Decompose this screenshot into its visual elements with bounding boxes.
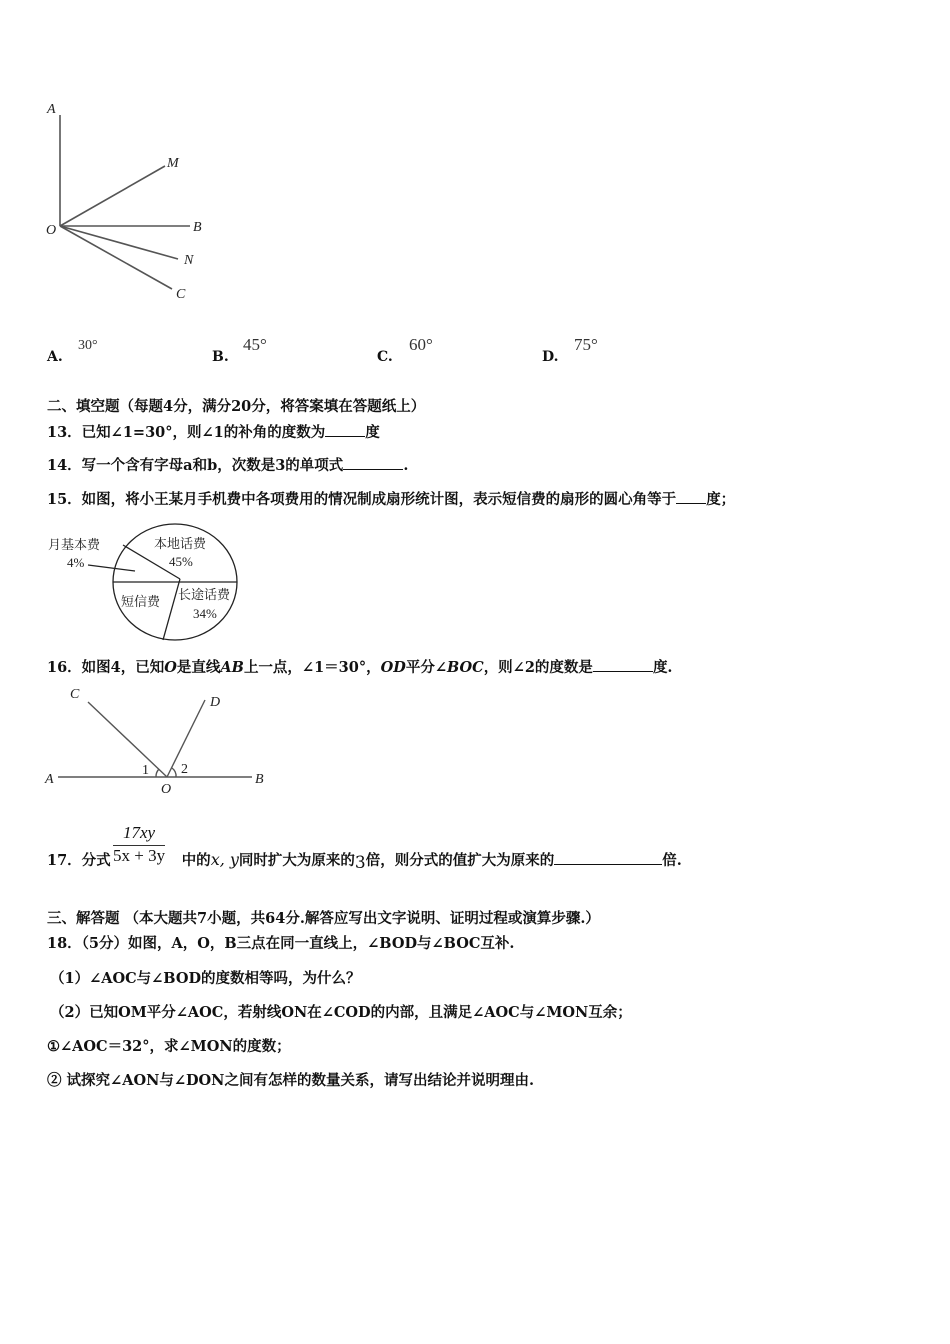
pie-label-base: 月基本费 (48, 537, 101, 552)
pie-label-sms: 短信费 (121, 594, 161, 609)
answer-blank (325, 424, 365, 437)
q17-suffix: 倍. (662, 852, 682, 869)
q17-vars: x, y (210, 850, 239, 869)
question-18-part-1: （1）∠AOC与∠BOD的度数相等吗，为什么？ (50, 970, 361, 987)
label-d: D (210, 695, 221, 710)
question-15 (47, 488, 735, 509)
q13-suffix: 度 (365, 424, 380, 441)
q16-text: 上一点，∠1＝30°， (243, 659, 381, 676)
label-o: O (161, 782, 172, 797)
q14-text: 14．写一个含有字母a和b，次数是3的单项式 (47, 457, 344, 474)
question-18-stem: 18．（5分）如图，A，O，B三点在同一直线上，∠BOD与∠BOC互补. (47, 935, 515, 952)
fraction-numerator: 17xy (113, 823, 165, 846)
pie-pct-long: 34% (193, 606, 217, 621)
label-o: O (46, 223, 57, 238)
q15-suffix: 度； (706, 491, 736, 508)
q16-text: 16．如图4，已知 (47, 659, 165, 676)
answer-blank (343, 457, 403, 470)
option-a-value: 30° (78, 338, 98, 353)
fraction-denominator: 5x + 3y (113, 846, 166, 865)
option-d-value: 75° (574, 335, 598, 354)
label-c: C (176, 287, 186, 302)
section-2-heading: 二、填空题（每题4分，满分20分，将答案填在答题纸上） (47, 398, 426, 415)
option-a-letter: A. (47, 349, 63, 365)
question-13 (47, 421, 380, 442)
option-d-letter: D. (542, 349, 559, 365)
q17-text: 17．分式 (47, 852, 111, 869)
angle-1-label: 1 (142, 763, 149, 778)
pie-pct-local: 45% (169, 554, 193, 569)
question-18-part-2a: ①∠AOC＝32°，求∠MON的度数； (47, 1038, 291, 1055)
pie-label-local: 本地话费 (154, 536, 207, 551)
q16-var: OD (380, 659, 406, 676)
q15-text: 15．如图，将小王某月手机费中各项费用的情况制成扇形统计图，表示短信费的扇形的圆心角等于 (47, 491, 677, 508)
q16-text: 是直线 (176, 659, 221, 676)
label-a: A (47, 102, 56, 117)
answer-blank (676, 491, 706, 504)
q17-factor: 3 (354, 853, 366, 873)
q16-text: 平分∠ (405, 659, 447, 676)
q17-text: 倍，则分式的值扩大为原来的 (365, 852, 555, 869)
q14-suffix: . (403, 457, 409, 474)
answer-blank (554, 852, 662, 865)
angle-figure-q16 (0, 680, 290, 800)
q17-text: 中的 (181, 852, 211, 869)
question-18-part-2b: ② 试探究∠AON与∠DON之间有怎样的数量关系，请写出结论并说明理由. (47, 1072, 534, 1089)
option-b-value: 45° (243, 335, 267, 354)
question-14 (47, 454, 408, 475)
label-m: M (167, 156, 179, 171)
option-c-letter: C. (377, 349, 393, 365)
angle-2-label: 2 (181, 762, 188, 777)
section-3-heading: 三、解答题 （本大题共7小题，共64分.解答应写出文字说明、证明过程或演算步骤.） (47, 910, 600, 927)
question-18-part-2: （2）已知OM平分∠AOC，若射线ON在∠COD的内部，且满足∠AOC与∠MON互余； (50, 1004, 632, 1021)
angle-figure-q12 (0, 0, 260, 320)
label-n: N (184, 253, 194, 268)
label-a: A (45, 772, 54, 787)
option-c-value: 60° (409, 335, 433, 354)
answer-blank (593, 659, 653, 672)
q16-var: BOC (446, 659, 484, 676)
label-b: B (255, 772, 264, 787)
q17-text: 同时扩大为原来的 (238, 852, 355, 869)
q16-var: AB (220, 659, 244, 676)
pie-chart-figure (40, 515, 260, 650)
pie-pct-base: 4% (67, 555, 85, 570)
q16-suffix: 度. (652, 659, 673, 676)
option-b-letter: B. (212, 349, 229, 365)
q16-text: ，则∠2的度数是 (483, 659, 593, 676)
question-16 (47, 656, 673, 677)
q16-var: O (164, 659, 177, 676)
pie-label-long: 长途话费 (178, 587, 231, 602)
label-c: C (70, 687, 80, 702)
q13-text: 13．已知∠1=30°，则∠1的补角的度数为 (47, 424, 326, 441)
label-b: B (193, 220, 202, 235)
question-17 (47, 849, 682, 873)
